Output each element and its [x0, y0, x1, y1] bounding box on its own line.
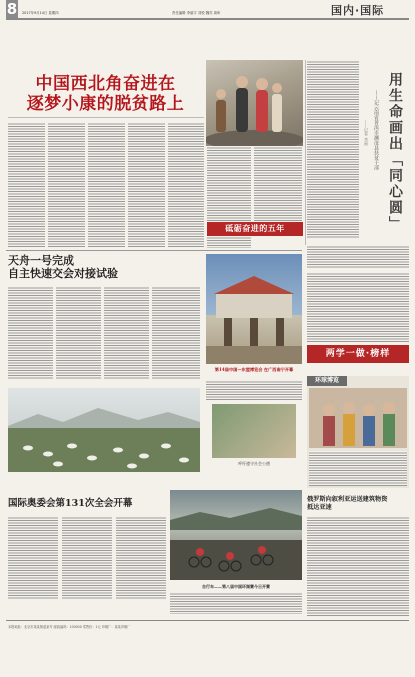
tianzhou-body-col-3	[104, 286, 149, 380]
banner-right-body	[307, 245, 409, 269]
column-story-body	[307, 60, 359, 238]
footer-rule	[6, 620, 409, 621]
bottom-right-story	[307, 496, 409, 512]
lead-body-col-2	[48, 122, 85, 248]
world-panel-photo	[309, 388, 407, 448]
two-learn-banner	[307, 345, 409, 363]
banner-right	[307, 245, 409, 269]
column-story-title: 用生命画出「同心圆」	[387, 72, 403, 232]
tianzhou-story	[8, 254, 148, 280]
lead-photo-banner	[207, 222, 303, 236]
tianzhou-body-col-2	[56, 286, 101, 380]
column-story-subtitle: ——记云南省普洱市澜沧县扶贫干部	[373, 90, 379, 170]
column-story	[307, 60, 409, 240]
editors-line: 责任编辑 李丽宇 刘悦 魏苏 周昕	[172, 11, 221, 15]
bottom-right-body	[307, 516, 409, 616]
expo-photo	[206, 254, 302, 364]
tianzhou-body-col-1	[8, 286, 53, 380]
headline-divider	[8, 117, 204, 118]
world-panel-body	[309, 451, 407, 486]
small-photo	[212, 404, 296, 458]
lead-photo-figures	[206, 60, 303, 146]
lead-story	[8, 74, 203, 114]
olympics-body-col-2	[62, 516, 112, 600]
lead-story-title-line1: 中国西北角奋进在	[35, 74, 176, 94]
lead-body-col-4	[128, 122, 165, 248]
olympics-story-title: 国际奥委会第131次全会开幕	[8, 498, 133, 509]
cycling-caption: 自行车——第八届中国环湖赛今日开赛	[202, 584, 270, 589]
lead-photo-banner-label: 砥砺奋进的五年	[225, 224, 285, 233]
expo-caption: 第14届中国—东盟博览会 在广西南宁开幕	[214, 367, 294, 372]
lead-body-col-5	[168, 122, 204, 248]
column-story-byline: ——记者 李丽	[364, 120, 369, 146]
tianzhou-body-col-4	[152, 286, 200, 380]
lead-body-col-3	[88, 122, 125, 248]
expo-body	[206, 380, 302, 400]
two-learn-banner-label: 两学一做·榜样	[325, 349, 391, 359]
header-rule	[6, 18, 409, 20]
lead-story-title-line2: 逐梦小康的脱贫路上	[26, 94, 185, 114]
world-panel-title: 环球博览	[307, 376, 347, 386]
cycling-photo-scene	[170, 490, 302, 580]
section-title: 国内·国际	[331, 4, 385, 17]
page-number: 8	[6, 0, 18, 18]
right-col-body-1	[307, 272, 409, 342]
lead-body-col-7	[254, 146, 302, 230]
cycling-photo	[170, 490, 302, 580]
cycling-body	[170, 592, 302, 614]
bottom-right-title-line1: 俄罗斯向叙利亚运送建筑物资	[307, 496, 388, 503]
lead-body-col-1	[8, 122, 45, 248]
tianzhou-title-line2: 自主快速交会对接试验	[8, 267, 118, 280]
bottom-right-title-line2: 抵达亚速	[307, 504, 332, 511]
date-line: 2017年9月14日 星期四	[22, 11, 59, 15]
small-photo-caption: 呼吁遵守社会公德	[238, 461, 270, 466]
world-panel	[307, 376, 409, 488]
tianzhou-title-line1: 天舟一号完成	[8, 254, 74, 267]
landscape-photo	[8, 388, 200, 472]
lead-photo	[206, 60, 303, 146]
olympics-body-col-1	[8, 516, 58, 600]
olympics-body-col-3	[116, 516, 166, 600]
footer-line: 本报地址：北京市某某街道某号 邮政编码：100000 零售价：1元 印刷厂：某某印刷厂	[8, 625, 131, 629]
page-header	[0, 0, 415, 20]
expo-photo-scene	[206, 254, 302, 364]
landscape-photo-scene	[8, 388, 200, 472]
mid-rule	[6, 250, 302, 251]
column-story-divider	[305, 60, 306, 245]
